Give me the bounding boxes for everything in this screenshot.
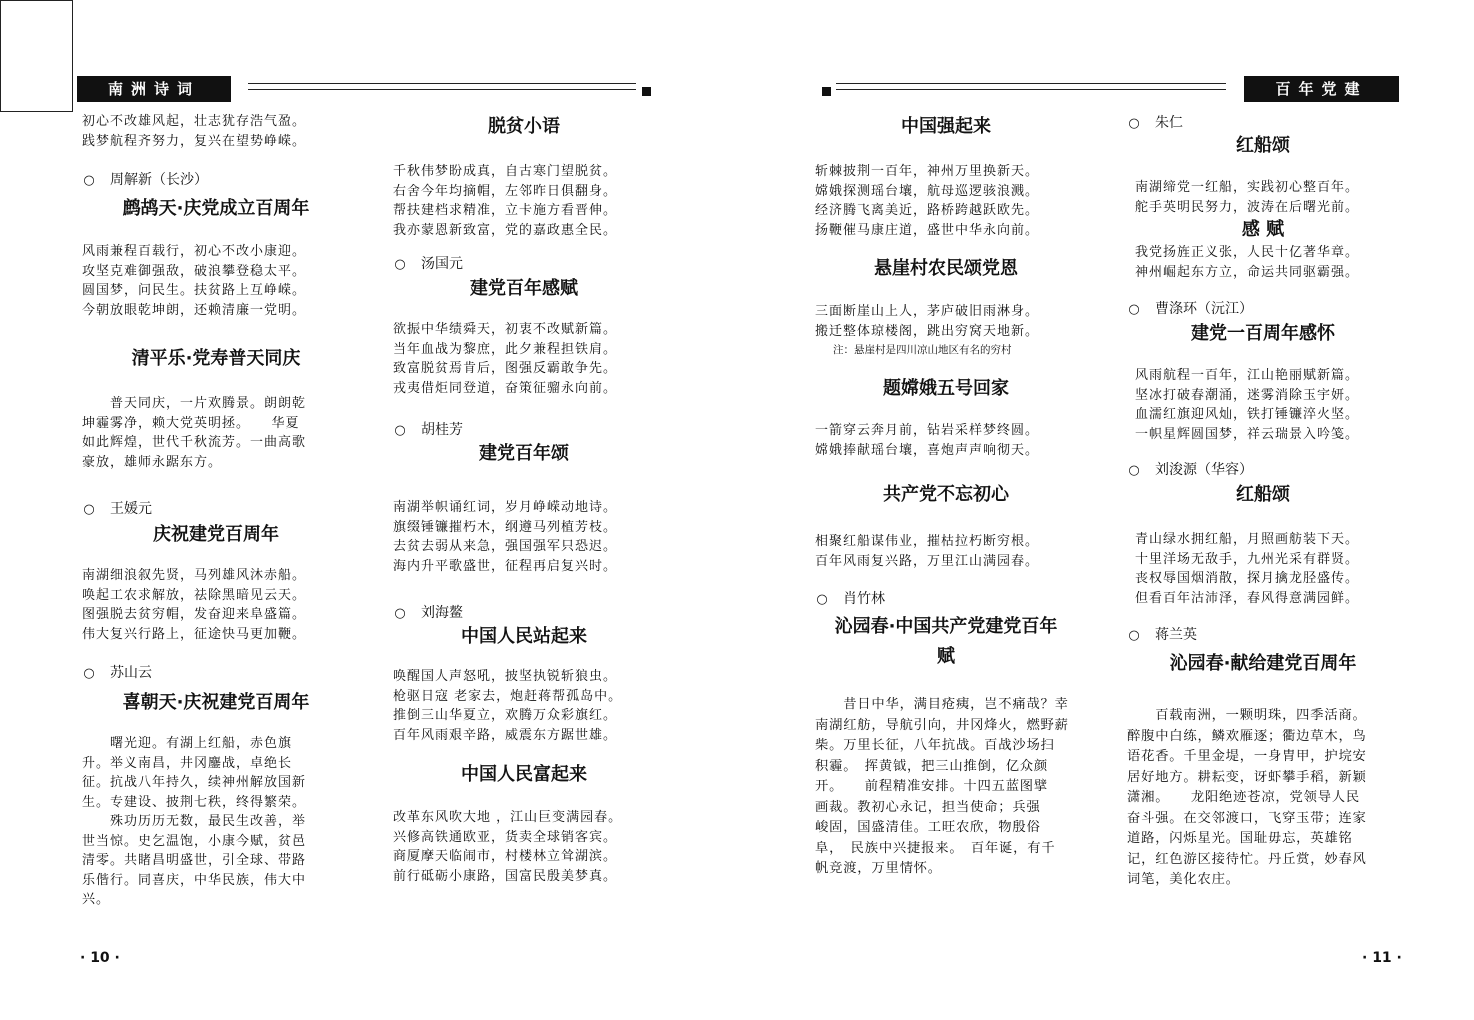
- verse-line: 枪驱日寇 老家去，炮赶蒋帮孤岛中。: [393, 688, 623, 704]
- verse-line: 醉腹中白练，鳞欢雁逐；衢边草木，鸟: [1127, 728, 1367, 744]
- poem-body: [815, 532, 1039, 571]
- verse-line: 旗缀锤镰摧朽木，纲遵马列植芳枝。: [393, 519, 618, 535]
- poem-title: 中国人民站起来: [461, 626, 587, 647]
- verse-line: 圆国梦，问民生。扶贫路上互峥嵘。: [82, 283, 307, 298]
- poem-title: 中国强起来: [901, 116, 991, 137]
- footnote: 注：悬崖村是四川凉山地区有名的穷村: [833, 344, 1012, 356]
- poem-title-continued: 赋: [937, 646, 955, 667]
- verse-line: 如此辉煌，世代千秋流芳。一曲高歌: [82, 435, 307, 450]
- verse-line: 南湖缔党一红船，实践初心整百年。: [1135, 180, 1360, 195]
- verse-line: 积霾。 挥黄钺，把三山推倒，亿众颜: [815, 758, 1048, 774]
- verse-line: 乐偕行。同喜庆，中华民族，伟大中: [82, 872, 307, 888]
- author-name: 胡桂芳: [421, 422, 463, 438]
- poem-body: [393, 498, 617, 576]
- page-number-left: · 10 ·: [80, 950, 120, 966]
- author-name: 汤国元: [421, 256, 463, 272]
- poem-title: 庆祝建党百周年: [153, 524, 279, 545]
- poem-body: [393, 320, 617, 398]
- verse-line: 征。抗战八年持久，续神州解放国新: [82, 775, 307, 790]
- verse-line: 嫦娥捧献瑶台壤，喜炮声声响彻天。: [815, 442, 1040, 458]
- verse-line: 但看百年沽沛泽，春风得意满园鲜。: [1135, 590, 1360, 606]
- verse-line: 风雨航程一百年，江山艳丽赋新篇。: [1135, 368, 1360, 383]
- verse-line: 百年风雨复兴路，万里江山满园春。: [815, 553, 1040, 569]
- verse-line: 阜， 民族中兴捷报来。 百年诞，有千: [815, 840, 1056, 856]
- verse-line: 兴修高铁通欧亚，货卖全球销客宾。: [393, 829, 618, 845]
- author-line: [1127, 624, 1197, 646]
- author-name: 朱仁: [1155, 115, 1183, 131]
- verse-line: 风雨兼程百载行，初心不改小康迎。: [82, 244, 307, 259]
- left-section-label: 南洲诗词: [77, 76, 231, 102]
- poem-title: 建党百年颂: [479, 443, 569, 464]
- verse-line: 斩棘披荆一百年，神州万里换新天。: [815, 164, 1040, 179]
- verse-line: 南湖举帜诵红词，岁月峥嵘动地诗。: [393, 500, 618, 515]
- author-line: [82, 169, 208, 191]
- verse-line: 帮扶建档求精准，立卡施方看晋伸。: [393, 203, 618, 218]
- verse-line: 十里洋场无敌手，九州光采有群贤。: [1135, 551, 1360, 567]
- poem-title: 题嫦娥五号回家: [883, 378, 1009, 399]
- verse-line: 升。举义南昌，井冈鏖战，卓绝长: [82, 755, 293, 771]
- poem-intro: [82, 112, 306, 151]
- circle-bullet-icon: ○: [83, 666, 95, 681]
- left-header-square: [642, 87, 651, 96]
- poem-body: [815, 695, 1069, 880]
- verse-line: 右舍今年均摘帽，左邻昨日俱翻身。: [393, 183, 618, 199]
- poem-title: 悬崖村农民颂党恩: [874, 258, 1018, 279]
- verse-line: 奋斗强。在交邻渡口，飞穿玉带；连家: [1127, 810, 1367, 826]
- verse-line: 我亦蒙恩新致富，党的嘉政惠全民。: [393, 222, 618, 238]
- verse-line: 千秋伟梦盼成真，自古寒门望脱贫。: [393, 164, 618, 179]
- verse-line: 豪放，雄师永踞东方。: [82, 454, 223, 470]
- verse-line: 兴。: [82, 892, 111, 907]
- author-name: 刘浚源（华容）: [1155, 462, 1253, 478]
- verse-line: 践梦航程齐努力，复兴在望势峥嵘。: [82, 133, 307, 149]
- poem-body: [815, 162, 1039, 240]
- poem-title: 共产党不忘初心: [883, 484, 1009, 505]
- verse-line: 青山绿水拥红船，月照画舫装下天。: [1135, 532, 1360, 547]
- author-line: [393, 419, 463, 441]
- author-line: [393, 602, 463, 624]
- verse-line: 去贫去弱从来急，强国强军只恐迟。: [393, 539, 618, 554]
- verse-line: 神州崛起东方立，命运共同驱霸强。: [1135, 264, 1360, 280]
- verse-line: 图强脱去贫穷帽，发奋迎来阜盛篇。: [82, 607, 307, 622]
- poem-title: 喜朝天·庆祝建党百周年: [122, 692, 310, 713]
- verse-line: 百年风雨艰辛路，威震东方踞世雄。: [393, 727, 618, 743]
- poem-body: [393, 667, 622, 745]
- verse-line: 殊功历历无数，最民生改善，举: [82, 814, 307, 829]
- poem-body: [1135, 366, 1359, 444]
- verse-line: 坚冰打破春潮涌，迷雾消除玉宇妍。: [1135, 387, 1360, 403]
- verse-line: 我党扬旌正义张，人民十亿著华章。: [1135, 245, 1360, 260]
- verse-line: 嫦娥探测瑶台壤，航母巡逻骇浪溅。: [815, 183, 1040, 199]
- verse-line: 记，红色游区接待忙。丹丘赏，妙春风: [1127, 851, 1367, 867]
- author-name: 蒋兰英: [1155, 627, 1197, 643]
- verse-line: 当年血战为黎庶，此夕兼程担铁肩。: [393, 341, 618, 357]
- author-line: [82, 498, 152, 520]
- poem-body: [393, 808, 622, 886]
- verse-line: 搬迁整体琼楼阁，跳出穷窝天地新。: [815, 323, 1040, 339]
- verse-line: 致富脱贫焉肯后，图强反霸敢争先。: [393, 361, 618, 376]
- poem-body: [815, 421, 1039, 460]
- verse-line: 普天同庆，一片欢腾景。朗朗乾: [82, 396, 307, 411]
- verse-line: 改革东风吹大地 ，江山巨变满园春。: [393, 810, 623, 825]
- circle-bullet-icon: ○: [83, 173, 95, 188]
- author-line: [1127, 298, 1253, 320]
- corner-frame: [0, 0, 73, 112]
- author-name: 曹涤环（沅江）: [1155, 301, 1253, 317]
- poem-title: 中国人民富起来: [461, 764, 587, 785]
- poem-title: 沁园春·献给建党百周年: [1169, 653, 1357, 674]
- circle-bullet-icon: ○: [816, 592, 828, 607]
- author-name: 肖竹林: [843, 591, 885, 607]
- poem-title: 建党百年感赋: [470, 278, 578, 299]
- verse-line: 曙光迎。有湖上红船，赤色旗: [82, 736, 293, 751]
- verse-line: 峻固，国盛清佳。工旺农欣，物殷俗: [815, 820, 1041, 835]
- verse-line: 开。 前程精准安排。十四五蓝图擘: [815, 779, 1048, 794]
- verse-line: 语花香。千里金堤，一身胄甲，护垸安: [1127, 749, 1367, 764]
- poem-body: [82, 734, 306, 910]
- poem-body: [82, 394, 306, 472]
- author-line: [393, 253, 463, 275]
- poem-body: [1135, 243, 1359, 282]
- circle-bullet-icon: ○: [394, 423, 406, 438]
- poem-title: 建党一百周年感怀: [1191, 323, 1335, 344]
- verse-line: 欲振中华绩舜天，初衷不改赋新篇。: [393, 322, 618, 337]
- poem-body: [1135, 178, 1359, 217]
- verse-line: 商厦摩天临闹市，村楼林立耸湖滨。: [393, 849, 618, 864]
- verse-line: 舵手英明民努力，波涛在后曙光前。: [1135, 199, 1360, 215]
- verse-line: 画裁。教初心永记，担当使命；兵强: [815, 799, 1041, 815]
- verse-line: 海内升平歌盛世，征程再启复兴时。: [393, 558, 618, 574]
- verse-line: 柴。万里长征，八年抗战。百战沙场扫: [815, 738, 1055, 753]
- circle-bullet-icon: ○: [1128, 302, 1140, 317]
- page-number-right: · 11 ·: [1362, 950, 1402, 966]
- author-line: [815, 588, 885, 610]
- poem-title: 沁园春·中国共产党建党百年: [834, 616, 1058, 637]
- verse-line: 道路，闪烁星光。国耻毋忘，英雄铭: [1127, 831, 1353, 846]
- poem-body: [82, 242, 306, 320]
- poem-title: 鹧鸪天·庆党成立百周年: [122, 198, 310, 219]
- left-header-rule: [248, 83, 636, 90]
- verse-line: 百载南洲，一颗明珠，四季活商。: [1127, 708, 1367, 723]
- verse-line: 唤起工农求解放，祛除黑暗见云天。: [82, 587, 307, 603]
- verse-line: 一帜星辉圆国梦，祥云瑞景入吟笺。: [1135, 426, 1360, 442]
- circle-bullet-icon: ○: [394, 606, 406, 621]
- verse-line: 扬鞭催马康庄道，盛世中华永向前。: [815, 222, 1040, 238]
- poem-body: [393, 162, 617, 240]
- verse-line: 清零。共睹昌明盛世，引全球、带路: [82, 853, 307, 868]
- verse-line: 唤醒国人声怒吼，披坚执锐斩狼虫。: [393, 669, 618, 684]
- verse-line: 今朝放眼乾坤朗，还赖清廉一党明。: [82, 302, 307, 318]
- author-name: 王媛元: [110, 501, 152, 517]
- author-line: [82, 662, 152, 684]
- poem-body: [815, 302, 1039, 359]
- author-name: 苏山云: [110, 665, 152, 681]
- verse-line: 南湖细浪叙先贤，马列雄风沐赤船。: [82, 568, 307, 583]
- poem-title: 红船颂: [1236, 135, 1290, 156]
- circle-bullet-icon: ○: [1128, 116, 1140, 131]
- verse-line: 推倒三山华夏立，欢腾万众彩旗红。: [393, 708, 618, 723]
- circle-bullet-icon: ○: [1128, 628, 1140, 643]
- verse-line: 经济腾飞离美近，路桥跨越跃欧先。: [815, 203, 1040, 218]
- verse-line: 初心不改雄风起，壮志犹存浩气盈。: [82, 114, 307, 129]
- poem-title: 清平乐·党寿普天同庆: [131, 348, 301, 369]
- right-header-rule: [836, 83, 1226, 90]
- verse-line: 丧权辱国烟消散，探月擒龙胫盛传。: [1135, 571, 1360, 586]
- poem-title: 脱贫小语: [488, 116, 560, 137]
- poem-title: 感 赋: [1241, 219, 1285, 240]
- poem-title: 红船颂: [1236, 484, 1290, 505]
- verse-line: 世当惊。史乞温饱，小康今赋，贫邑: [82, 833, 307, 849]
- verse-line: 帆竞渡，万里情怀。: [815, 861, 942, 876]
- verse-line: 潇湘。 龙阳绝迹苍凉，党领导人民: [1127, 790, 1360, 805]
- author-name: 周解新（长沙）: [110, 172, 208, 188]
- circle-bullet-icon: ○: [394, 257, 406, 272]
- verse-line: 攻坚克难御强敌，破浪攀登稳太平。: [82, 263, 307, 279]
- verse-line: 伟大复兴行路上，征途快马更加鞭。: [82, 626, 307, 642]
- right-section-label: 百年党建: [1244, 76, 1399, 102]
- circle-bullet-icon: ○: [1128, 463, 1140, 478]
- verse-line: 居好地方。耕耘变，讶虾攀手稻，新颖: [1127, 769, 1367, 785]
- verse-line: 昔日中华，满目疮痍，岂不痛哉？幸: [815, 697, 1069, 712]
- verse-line: 南湖红舫，导航引向，井冈烽火，燃野薪: [815, 717, 1069, 733]
- poem-body: [1127, 706, 1367, 891]
- verse-line: 坤霾雾净，赖大党英明拯。 华夏: [82, 415, 300, 431]
- poem-body: [1135, 530, 1359, 608]
- verse-line: 血濡红旗迎风灿，铁打锤镰淬火坚。: [1135, 407, 1360, 422]
- verse-line: 三面断崖山上人，茅庐破旧雨淋身。: [815, 304, 1040, 319]
- verse-line: 一箭穿云奔月前，钻岩采样梦终圆。: [815, 423, 1040, 438]
- verse-line: 生。专建设、披荆七秩，终得繁荣。: [82, 794, 307, 810]
- verse-line: 前行砥砺小康路，国富民殷美梦真。: [393, 868, 618, 884]
- verse-line: 相聚红船谋伟业，摧枯拉朽断穷根。: [815, 534, 1040, 549]
- verse-line: 词笔，美化农庄。: [1127, 872, 1240, 887]
- right-header-square: [822, 87, 831, 96]
- poem-body: [82, 566, 306, 644]
- verse-line: 戎夷借炬同登道，奋策征骝永向前。: [393, 380, 618, 396]
- author-name: 刘海鳌: [421, 605, 463, 621]
- circle-bullet-icon: ○: [83, 502, 95, 517]
- author-line: [1127, 459, 1253, 481]
